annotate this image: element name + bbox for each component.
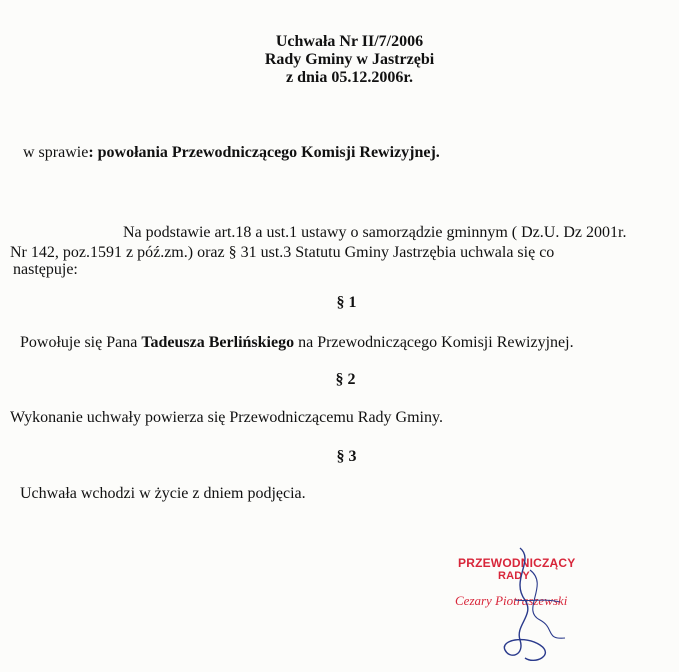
resolution-number: Uchwała Nr II/7/2006 bbox=[275, 33, 424, 50]
stamp-subtitle: RADY bbox=[498, 570, 530, 582]
council-name: Rady Gminy w Jastrzębi bbox=[264, 51, 435, 68]
section-3-heading: § 3 bbox=[336, 448, 357, 465]
legal-basis-line-3: następuje: bbox=[13, 261, 78, 278]
appointment-post: na Przewodniczącego Komisji Rewizyjnej. bbox=[294, 334, 574, 351]
section-2-heading: § 2 bbox=[335, 371, 356, 388]
resolution-date: z dnia 05.12.2006r. bbox=[286, 69, 413, 86]
section-3-text: Uchwała wchodzi w życie z dniem podjęcia. bbox=[20, 485, 306, 502]
section-1-heading: § 1 bbox=[336, 294, 357, 311]
appointment-pre: Powołuje się Pana bbox=[20, 334, 142, 351]
subject-prefix: w sprawie bbox=[23, 144, 89, 161]
stamp-name: Cezary Piotraszewski bbox=[455, 593, 568, 608]
subject-text: : powołania Przewodniczącego Komisji Rewizyjnej. bbox=[88, 144, 440, 161]
legal-basis-line-1: Na podstawie art.18 a ust.1 ustawy o samorządzie gminnym ( Dz.U. Dz 2001r. bbox=[123, 224, 627, 241]
appointee-name: Tadeusza Berlińskiego bbox=[141, 334, 295, 351]
signature-scribble bbox=[480, 540, 600, 670]
section-1-text bbox=[20, 333, 574, 353]
section-2-text: Wykonanie uchwały powierza się Przewodniczącemu Rady Gminy. bbox=[10, 409, 443, 426]
subject-line bbox=[23, 143, 440, 163]
legal-basis-line-2: Nr 142, poz.1591 z póź.zm.) oraz § 31 ust.3 Statutu Gminy Jastrzębia uchwala się co bbox=[10, 244, 555, 261]
stamp-title: PRZEWODNICZĄCY bbox=[458, 556, 576, 570]
